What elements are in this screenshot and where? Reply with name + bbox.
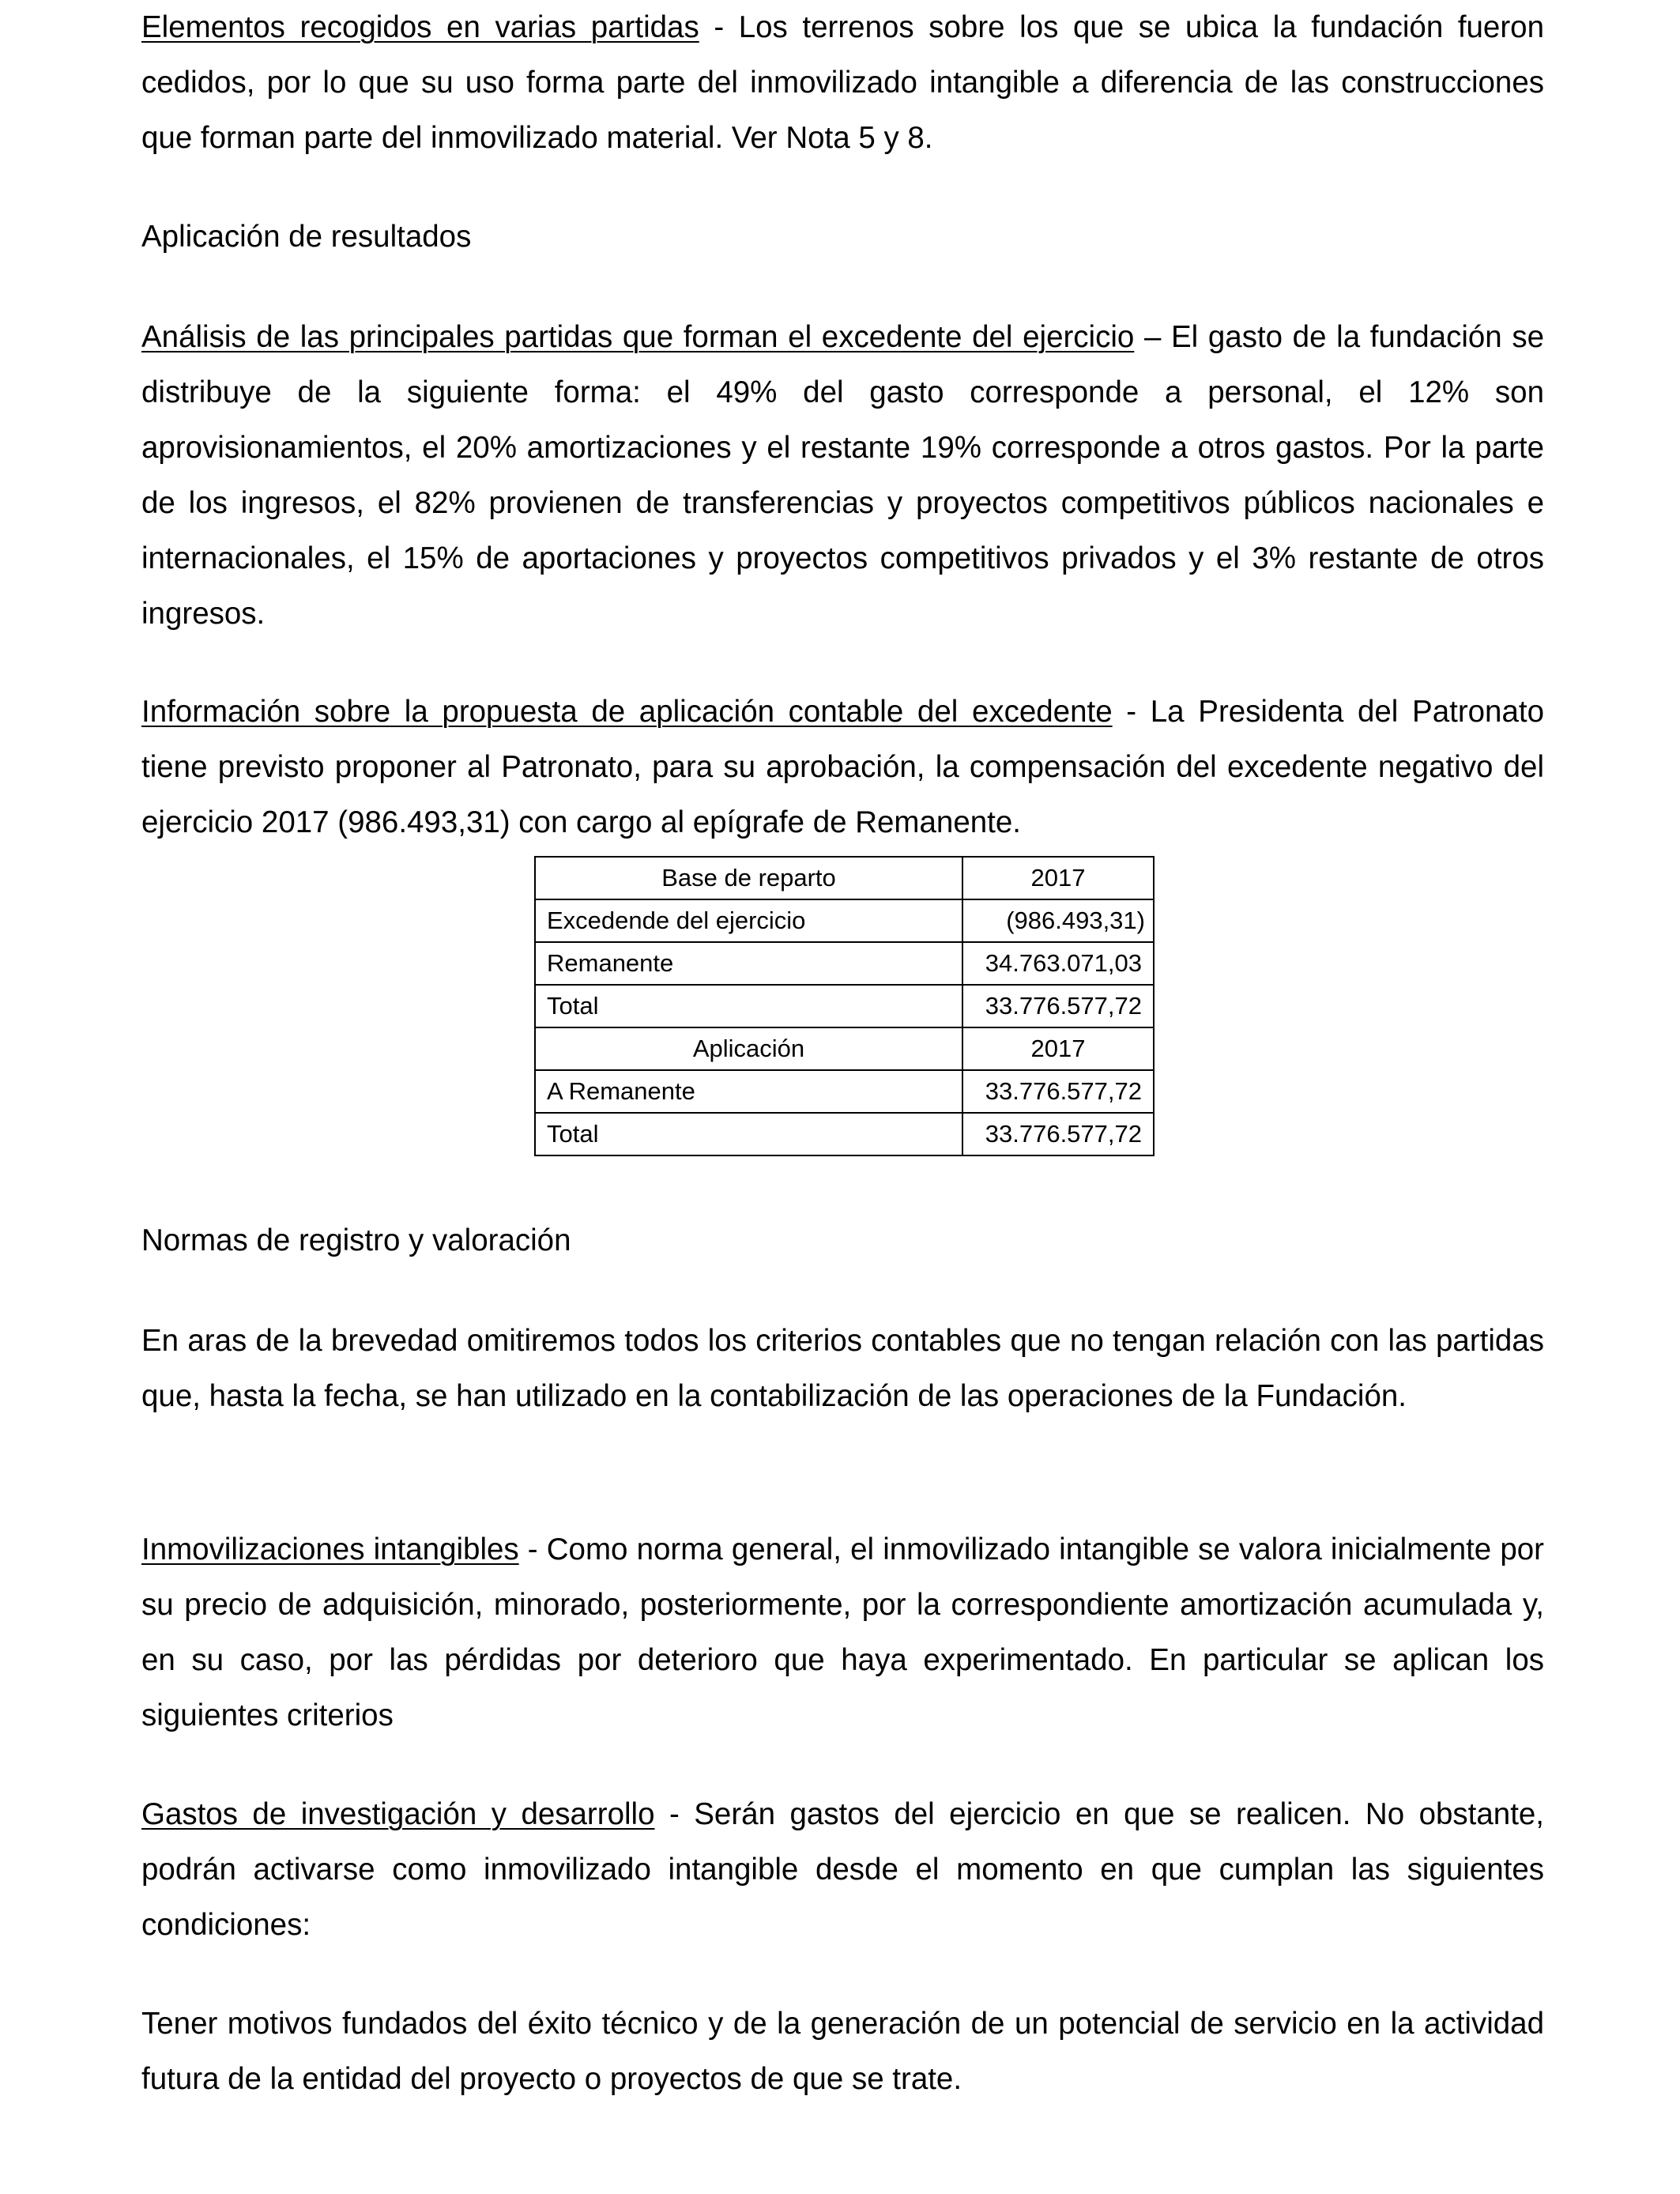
table-row: [535, 1113, 1154, 1155]
table-cell-label: Total: [535, 985, 962, 1027]
table-header-aplicacion: Aplicación: [535, 1027, 962, 1070]
table-cell-label: Excedende del ejercicio: [535, 899, 962, 942]
table-header-year: 2017: [962, 857, 1154, 899]
table-row: [535, 1070, 1154, 1113]
paragraph-elementos: [141, 0, 1544, 166]
paragraph-informacion: [141, 684, 1544, 850]
table-cell-value: 34.763.071,03: [962, 942, 1154, 985]
paragraph-elementos-text: - Los terrenos sobre los que se ubica la fundación fueron cedidos, por lo que su uso forma parte del inmovilizado intangible a diferencia de las construcciones que forman parte del inmovilizado material. Ver Nota 5 y 8.: [141, 10, 1544, 155]
paragraph-inmovilizaciones-text: - Como norma general, el inmovilizado intangible se valora inicialmente por su precio de adquisición, minorado, posteriormente, por la correspondiente amortización acumulada y, en su caso, por las pérdidas por deterioro que haya experimentado. En particular se aplican los siguientes criterios: [141, 1532, 1544, 1732]
heading-normas-registro: Normas de registro y valoración: [141, 1223, 571, 1257]
paragraph-analisis: [141, 310, 1544, 642]
table-header-row: [535, 1027, 1154, 1070]
subheading-analisis: Análisis de las principales partidas que forman el excedente del ejercicio: [141, 320, 1135, 354]
paragraph-inmovilizaciones: [141, 1522, 1544, 1744]
table-row: [535, 899, 1154, 942]
table-cell-label: Total: [535, 1113, 962, 1155]
subheading-elementos: Elementos recogidos en varias partidas: [141, 10, 699, 44]
table-cell-value: 33.776.577,72: [962, 985, 1154, 1027]
table-cell-label: Remanente: [535, 942, 962, 985]
table-cell-label: A Remanente: [535, 1070, 962, 1113]
paragraph-informacion-text: - La Presidenta del Patronato tiene previsto proponer al Patronato, para su aprobación, la compensación del excedente negativo del ejercicio 2017 (986.493,31) con cargo al epígrafe de Remanente.: [141, 695, 1544, 839]
distribution-table: [534, 856, 1155, 1156]
subheading-informacion: Información sobre la propuesta de aplicación contable del excedente: [141, 695, 1113, 729]
table-header-row: [535, 857, 1154, 899]
table-cell-value: 33.776.577,72: [962, 1113, 1154, 1155]
table-header-year: 2017: [962, 1027, 1154, 1070]
heading-aplicacion-resultados: Aplicación de resultados: [141, 220, 472, 254]
table-cell-value: 33.776.577,72: [962, 1070, 1154, 1113]
paragraph-gastos-investigacion: [141, 1787, 1544, 1953]
paragraph-brevedad: En aras de la brevedad omitiremos todos los criterios contables que no tengan relación con las partidas que, hasta la fecha, se han utilizado en la contabilización de las operaciones de la Fundación.: [141, 1324, 1544, 1413]
subheading-inmovilizaciones: Inmovilizaciones intangibles: [141, 1532, 519, 1566]
paragraph-gastos-investigacion-text: - Serán gastos del ejercicio en que se realicen. No obstante, podrán activarse como inmovilizado intangible desde el momento en que cumplan las siguientes condiciones:: [141, 1797, 1544, 1942]
table-cell-value: (986.493,31): [962, 899, 1154, 942]
paragraph-analisis-text: – El gasto de la fundación se distribuye de la siguiente forma: el 49% del gasto corresponde a personal, el 12% son aprovisionamientos, el 20% amortizaciones y el restante 19% corresponde a otros gastos. Por la parte de los ingresos, el 82% provienen de transferencias y proyectos competitivos públicos nacionales e internacionales, el 15% de aportaciones y proyectos competitivos privados y el 3% restante de otros ingresos.: [141, 320, 1545, 631]
paragraph-motivos: Tener motivos fundados del éxito técnico y de la generación de un potencial de servicio en la actividad futura de la entidad del proyecto o proyectos de que se trate.: [141, 2007, 1544, 2096]
subheading-gastos-investigacion: Gastos de investigación y desarrollo: [141, 1797, 655, 1831]
table-header-base: Base de reparto: [535, 857, 962, 899]
table-row: [535, 942, 1154, 985]
table-row: [535, 985, 1154, 1027]
